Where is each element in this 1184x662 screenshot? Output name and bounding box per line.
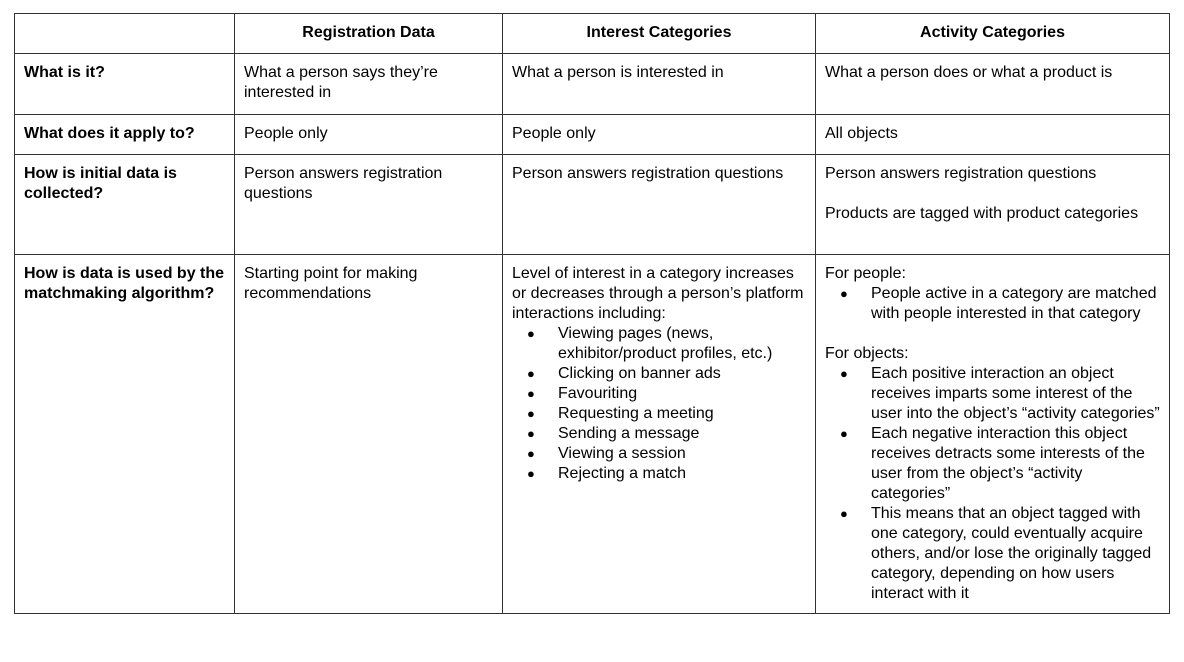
table-row — [15, 155, 1170, 255]
header-registration-data: Registration Data — [235, 14, 503, 54]
cell-activity — [816, 255, 1170, 614]
table-row — [15, 115, 1170, 155]
list-item: ● Requesting a meeting — [558, 404, 806, 424]
row-label-data-usage: How is data is used by the matchmaking algorithm? — [15, 255, 235, 614]
cell-interest — [503, 255, 816, 614]
cell-activity: All objects — [816, 115, 1170, 155]
objects-list — [825, 364, 1160, 604]
objects-heading: For objects: — [825, 345, 909, 362]
cell-interest: What a person is interested in — [503, 54, 816, 115]
cell-interest: Person answers registration questions — [503, 155, 816, 255]
row-label-data-collection: How is initial data is collected? — [15, 155, 235, 255]
header-interest-categories: Interest Categories — [503, 14, 816, 54]
list-item: ● Sending a message — [558, 424, 806, 444]
list-item: ● Favouriting — [558, 384, 806, 404]
comparison-table — [14, 13, 1170, 614]
table-row — [15, 255, 1170, 614]
list-item: ● Viewing a session — [558, 444, 806, 464]
activity-collection-line: Products are tagged with product categories — [825, 205, 1139, 222]
row-label-applies-to: What does it apply to? — [15, 115, 235, 155]
row-label-what-is-it: What is it? — [15, 54, 235, 115]
list-item: ● Rejecting a match — [558, 464, 806, 484]
cell-activity: What a person does or what a product is — [816, 54, 1170, 115]
list-item: ● People active in a category are matched with people interested in that category — [871, 284, 1160, 324]
cell-registration: Starting point for making recommendations — [235, 255, 503, 614]
cell-registration: People only — [235, 115, 503, 155]
cell-interest: People only — [503, 115, 816, 155]
people-list — [825, 284, 1160, 324]
list-item: ● Viewing pages (news, exhibitor/product profiles, etc.) — [558, 324, 806, 364]
list-item: ● Clicking on banner ads — [558, 364, 806, 384]
list-item: ● This means that an object tagged with one category, could eventually acquire others, and/or lose the originally tagged category, depending on how users interact with it — [871, 504, 1160, 604]
activity-collection-line: Person answers registration questions — [825, 165, 1097, 182]
cell-registration: Person answers registration questions — [235, 155, 503, 255]
header-activity-categories: Activity Categories — [816, 14, 1170, 54]
header-empty — [15, 14, 235, 54]
interest-usage-intro: Level of interest in a category increases or decreases through a person’s platform interactions including: — [512, 265, 804, 322]
header-row — [15, 14, 1170, 54]
list-item: ● Each negative interaction this object receives detracts some interests of the user from the object’s “activity categories” — [871, 424, 1160, 504]
table-row — [15, 54, 1170, 115]
interaction-list — [512, 324, 806, 484]
cell-registration: What a person says they’re interested in — [235, 54, 503, 115]
cell-activity — [816, 155, 1170, 255]
people-heading: For people: — [825, 265, 906, 282]
list-item: ● Each positive interaction an object receives imparts some interest of the user into the object’s “activity categories” — [871, 364, 1160, 424]
